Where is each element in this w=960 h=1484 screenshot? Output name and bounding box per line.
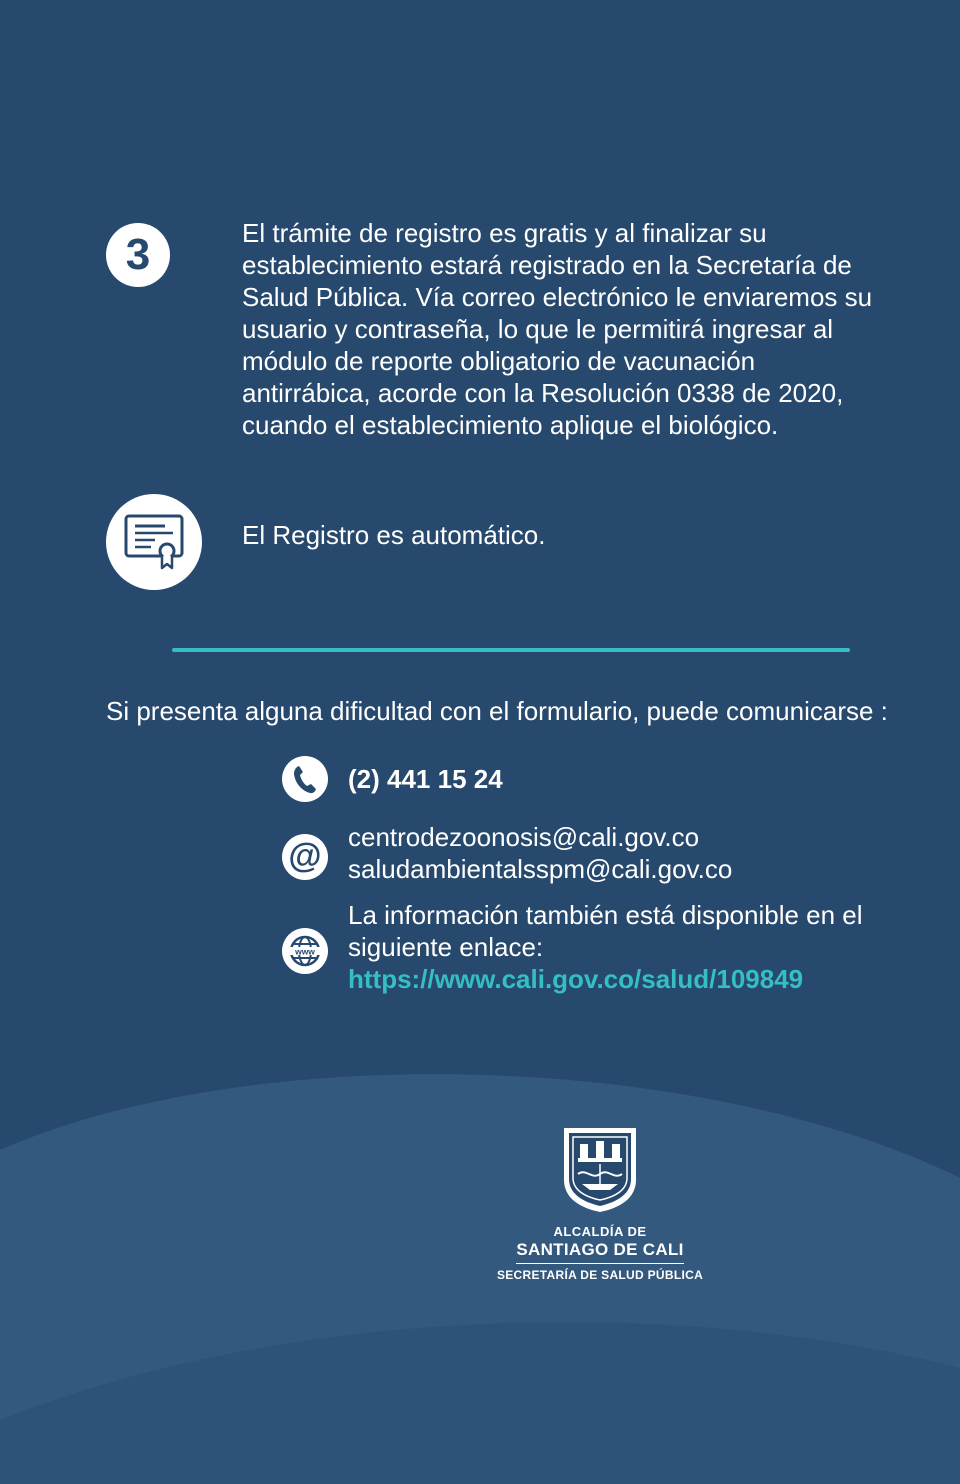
www-icon bbox=[282, 928, 328, 974]
phone-icon bbox=[282, 756, 328, 802]
email-zoonosis[interactable]: centrodezoonosis@cali.gov.co bbox=[348, 822, 700, 852]
step-number: 3 bbox=[125, 230, 151, 279]
phone-number[interactable]: (2) 441 15 24 bbox=[348, 764, 503, 794]
logo-line-1: ALCALDÍA DE bbox=[553, 1224, 647, 1239]
certificate-icon bbox=[106, 494, 202, 590]
logo-line-2: SANTIAGO DE CALI bbox=[516, 1240, 683, 1264]
alcaldia-logo bbox=[480, 1124, 720, 1283]
registration-description: El trámite de registro es gratis y al finalizar su establecimiento estará registrado en la Secretaría de Salud Pública. Vía correo electrónico le enviaremos su usuario y contraseña, lo que le permitirá ingresar al módulo de reporte obligatorio de vacunación antirrábica, acorde con la Resolución 0338 de 2020, cuando el establecimiento aplique el biológico. bbox=[242, 218, 873, 440]
at-icon: @ bbox=[282, 834, 328, 880]
help-intro-text: Si presenta alguna dificultad con el formulario, puede comunicarse : bbox=[106, 696, 888, 726]
automatic-registration-text: El Registro es automático. bbox=[242, 520, 546, 550]
email-list bbox=[348, 821, 732, 885]
divider bbox=[172, 648, 850, 652]
email-salud-ambiental[interactable]: saludambientalsspm@cali.gov.co bbox=[348, 854, 733, 884]
info-block bbox=[348, 899, 868, 995]
info-link[interactable]: https://www.cali.gov.co/salud/109849 bbox=[348, 964, 804, 994]
logo-line-3: SECRETARÍA DE SALUD PÚBLICA bbox=[496, 1268, 704, 1282]
svg-text:www: www bbox=[295, 946, 315, 957]
coat-of-arms-icon bbox=[560, 1124, 640, 1214]
step-number-badge bbox=[106, 223, 170, 287]
info-text: La información también está disponible en el siguiente enlace: bbox=[348, 900, 863, 962]
